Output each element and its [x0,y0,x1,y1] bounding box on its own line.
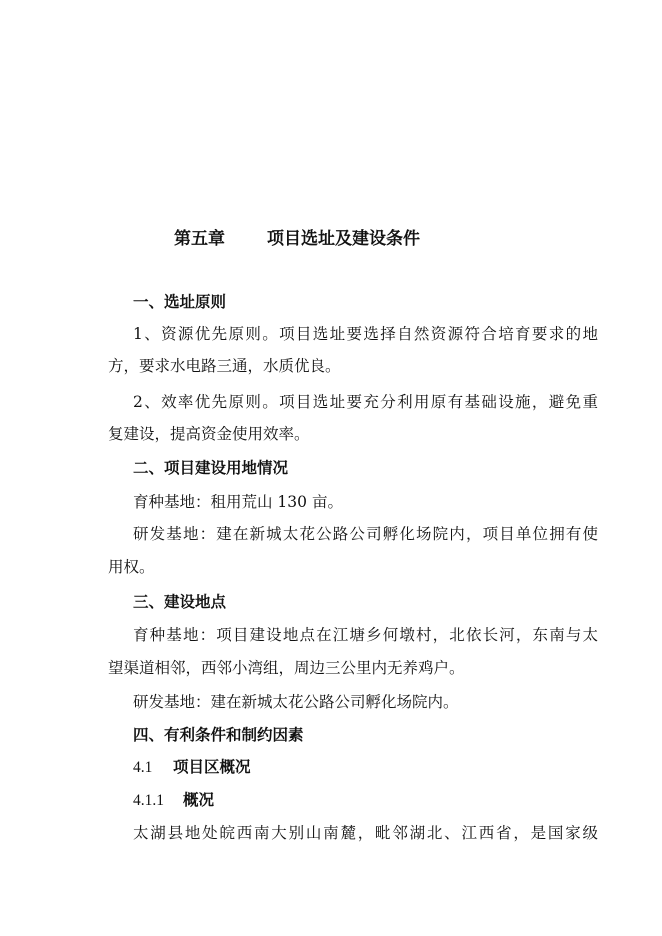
paragraph-line: 太湖县地处皖西南大别山南麓，毗邻湖北、江西省，是国家级 [133,824,598,842]
chapter-name: 项目选址及建设条件 [267,229,420,249]
paragraph-line: 望渠道相邻，西邻小湾组，周边三公里内无养鸡户。 [108,659,465,677]
paragraph-line: 研发基地：建在新城太花公路公司孵化场院内，项目单位拥有使 [133,525,598,543]
subsection-number: 4.1.1 [133,792,164,809]
subsection-heading-4-1 [133,757,633,778]
paragraph-line: 育种基地：项目建设地点在江塘乡何墩村，北依长河，东南与太 [133,626,598,644]
paragraph-line: 育种基地：租用荒山 130 亩。 [133,493,343,511]
section-heading-4: 四、有利条件和制约因素 [133,725,304,744]
paragraph-line: 研发基地：建在新城太花公路公司孵化场院内。 [133,693,459,711]
chapter-number: 第五章 [174,229,225,249]
section-heading-2: 二、项目建设用地情况 [133,458,289,477]
chapter-title [174,224,420,249]
paragraph-line: 2、效率优先原则。项目选址要充分利用原有基础设施，避免重 [133,393,598,411]
section-heading-3: 三、建设地点 [133,592,227,611]
paragraph-line: 1、资源优先原则。项目选址要选择自然资源符合培育要求的地 [133,325,598,343]
paragraph-line: 用权。 [108,558,155,576]
subsection-title: 概况 [183,790,215,809]
paragraph-line: 方，要求水电路三通，水质优良。 [108,357,341,375]
subsection-title: 项目区概况 [173,757,251,776]
subsection-number: 4.1 [133,759,153,776]
subsection-heading-4-1-1 [133,790,633,811]
section-heading-1: 一、选址原则 [133,292,227,311]
paragraph-line: 复建设，提高资金使用效率。 [108,425,310,443]
